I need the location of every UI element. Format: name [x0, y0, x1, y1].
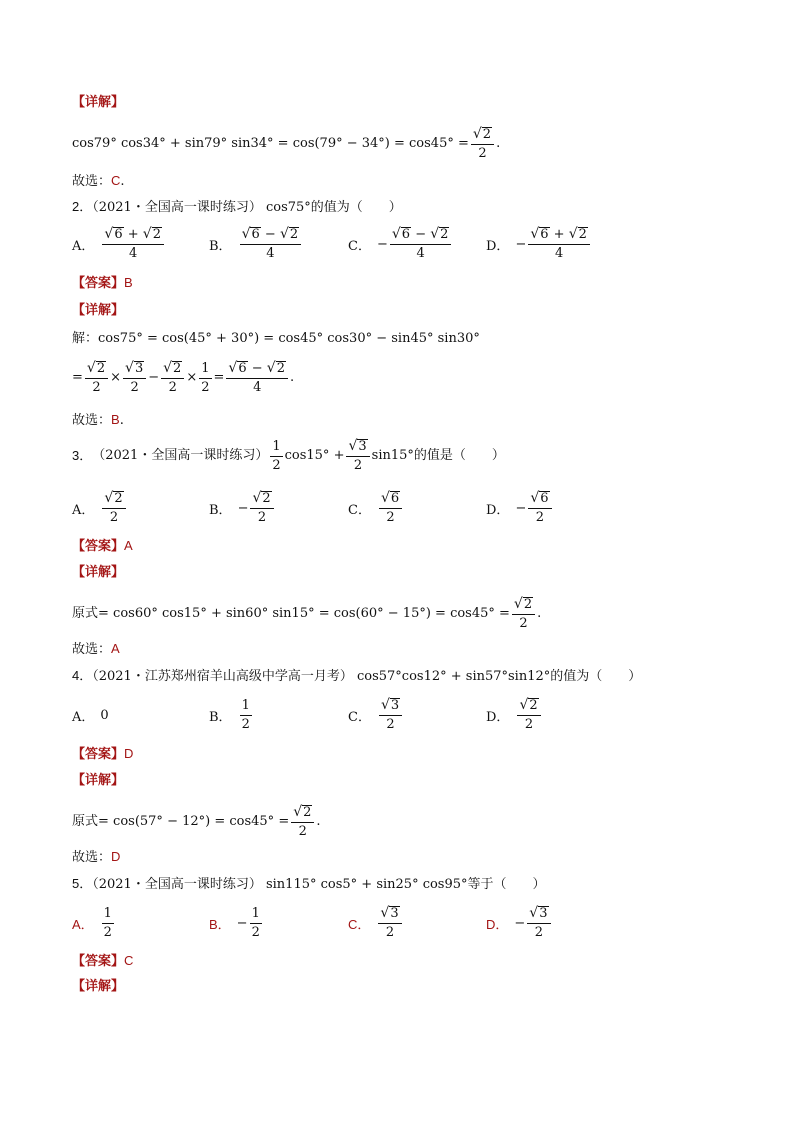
q5-option-a[interactable]: A． $\frac{1}{2}$: [72, 905, 112, 940]
q4-choose: 故选：D: [72, 849, 121, 865]
q2-answer: 【答案】B: [72, 275, 133, 291]
q2-option-c[interactable]: C． − √ 6 − √ 2 4: [348, 224, 453, 264]
q3-options: [72, 488, 722, 528]
q2-options: [72, 224, 722, 264]
q4-option-a[interactable]: A． 0: [72, 707, 109, 725]
q1-result-fraction: √ 2 2: [471, 126, 494, 162]
q1-expr-text: cos79° cos34° + sin79° sin34° = cos(79° − 34°) = cos45° =: [72, 136, 469, 151]
q3-option-d[interactable]: D． − √ 6 2: [486, 488, 554, 528]
q2-choose: 故选：B.: [72, 412, 124, 428]
q2-option-a[interactable]: A． √ 6 + √ 2 4: [72, 224, 166, 264]
q5-stem: 5．（2021・全国高一课时练习） sin115° cos5° + sin25° cos95°等于（ ）: [72, 876, 546, 892]
q3-answer: 【答案】A: [72, 538, 133, 554]
q1-choose: 故选：C.: [72, 173, 125, 189]
detail-label-2: 【详解】: [72, 303, 125, 318]
detail-label-5: 【详解】: [72, 979, 125, 994]
q5-option-b[interactable]: B． − $\frac{1}{2}$: [209, 905, 260, 940]
q5-option-c[interactable]: C． √ 3 2: [348, 903, 404, 943]
detail-label-3: 【详解】: [72, 565, 125, 580]
q2-option-d[interactable]: D． − √ 6 + √ 2 4: [486, 224, 592, 264]
q2-stem: 2．（2021・全国高一课时练习） cos75°的值为（ ）: [72, 199, 402, 215]
q4-detail-expression: 原式 = cos(57° − 12°) = cos45° = √ 2 2 .: [72, 804, 321, 839]
q5-answer: 【答案】C: [72, 953, 134, 969]
q4-stem: 4．（2021・江苏郑州宿羊山高级中学高一月考） cos57°cos12° + sin57°sin12°的值为（ ）: [72, 668, 642, 684]
q3-choose: 故选：A: [72, 641, 120, 657]
q3-option-b[interactable]: B． − √ 2 2: [209, 488, 276, 528]
q2-detail-line1: 解：cos75° = cos(45° + 30°) = cos45° cos30° − sin45° sin30°: [72, 331, 480, 346]
q4-option-c[interactable]: C． √ 3 2: [348, 695, 404, 735]
q5-options: [72, 903, 722, 943]
detail-label-4: 【详解】: [72, 773, 125, 788]
q4-options: [72, 695, 722, 735]
q4-option-d[interactable]: D． √ 2 2: [486, 695, 543, 735]
q2-detail-line2: = √ 2 2 × √ 3 2 − √ 2 2 × $\frac{1}{2}$ = √ 6 − √ 2 4 .: [72, 360, 295, 395]
q3-option-c[interactable]: C． √ 6 2: [348, 488, 404, 528]
q3-option-a[interactable]: A． √ 2 2: [72, 488, 128, 528]
q5-option-d[interactable]: D． − √ 3 2: [486, 903, 553, 943]
q3-detail-expression: 原式 = cos60° cos15° + sin60° sin15° = cos(60° − 15°) = cos45° = √ 2 2 .: [72, 596, 542, 631]
q3-stem: 3． （2021・全国高一课时练习） $\frac{1}{2}$ cos15° + √ 3 2 sin15° 的值是（ ）: [72, 438, 505, 473]
q1-detail-expression: cos79° cos34° + sin79° sin34° = cos(79° − 34°) = cos45° = √ 2 2 .: [72, 126, 501, 161]
detail-label-1: 【详解】: [72, 95, 125, 110]
q4-answer: 【答案】D: [72, 746, 134, 762]
q2-option-b[interactable]: B． √ 6 − √ 2 4: [209, 224, 303, 264]
q4-option-b[interactable]: B． $\frac{1}{2}$: [209, 697, 250, 732]
